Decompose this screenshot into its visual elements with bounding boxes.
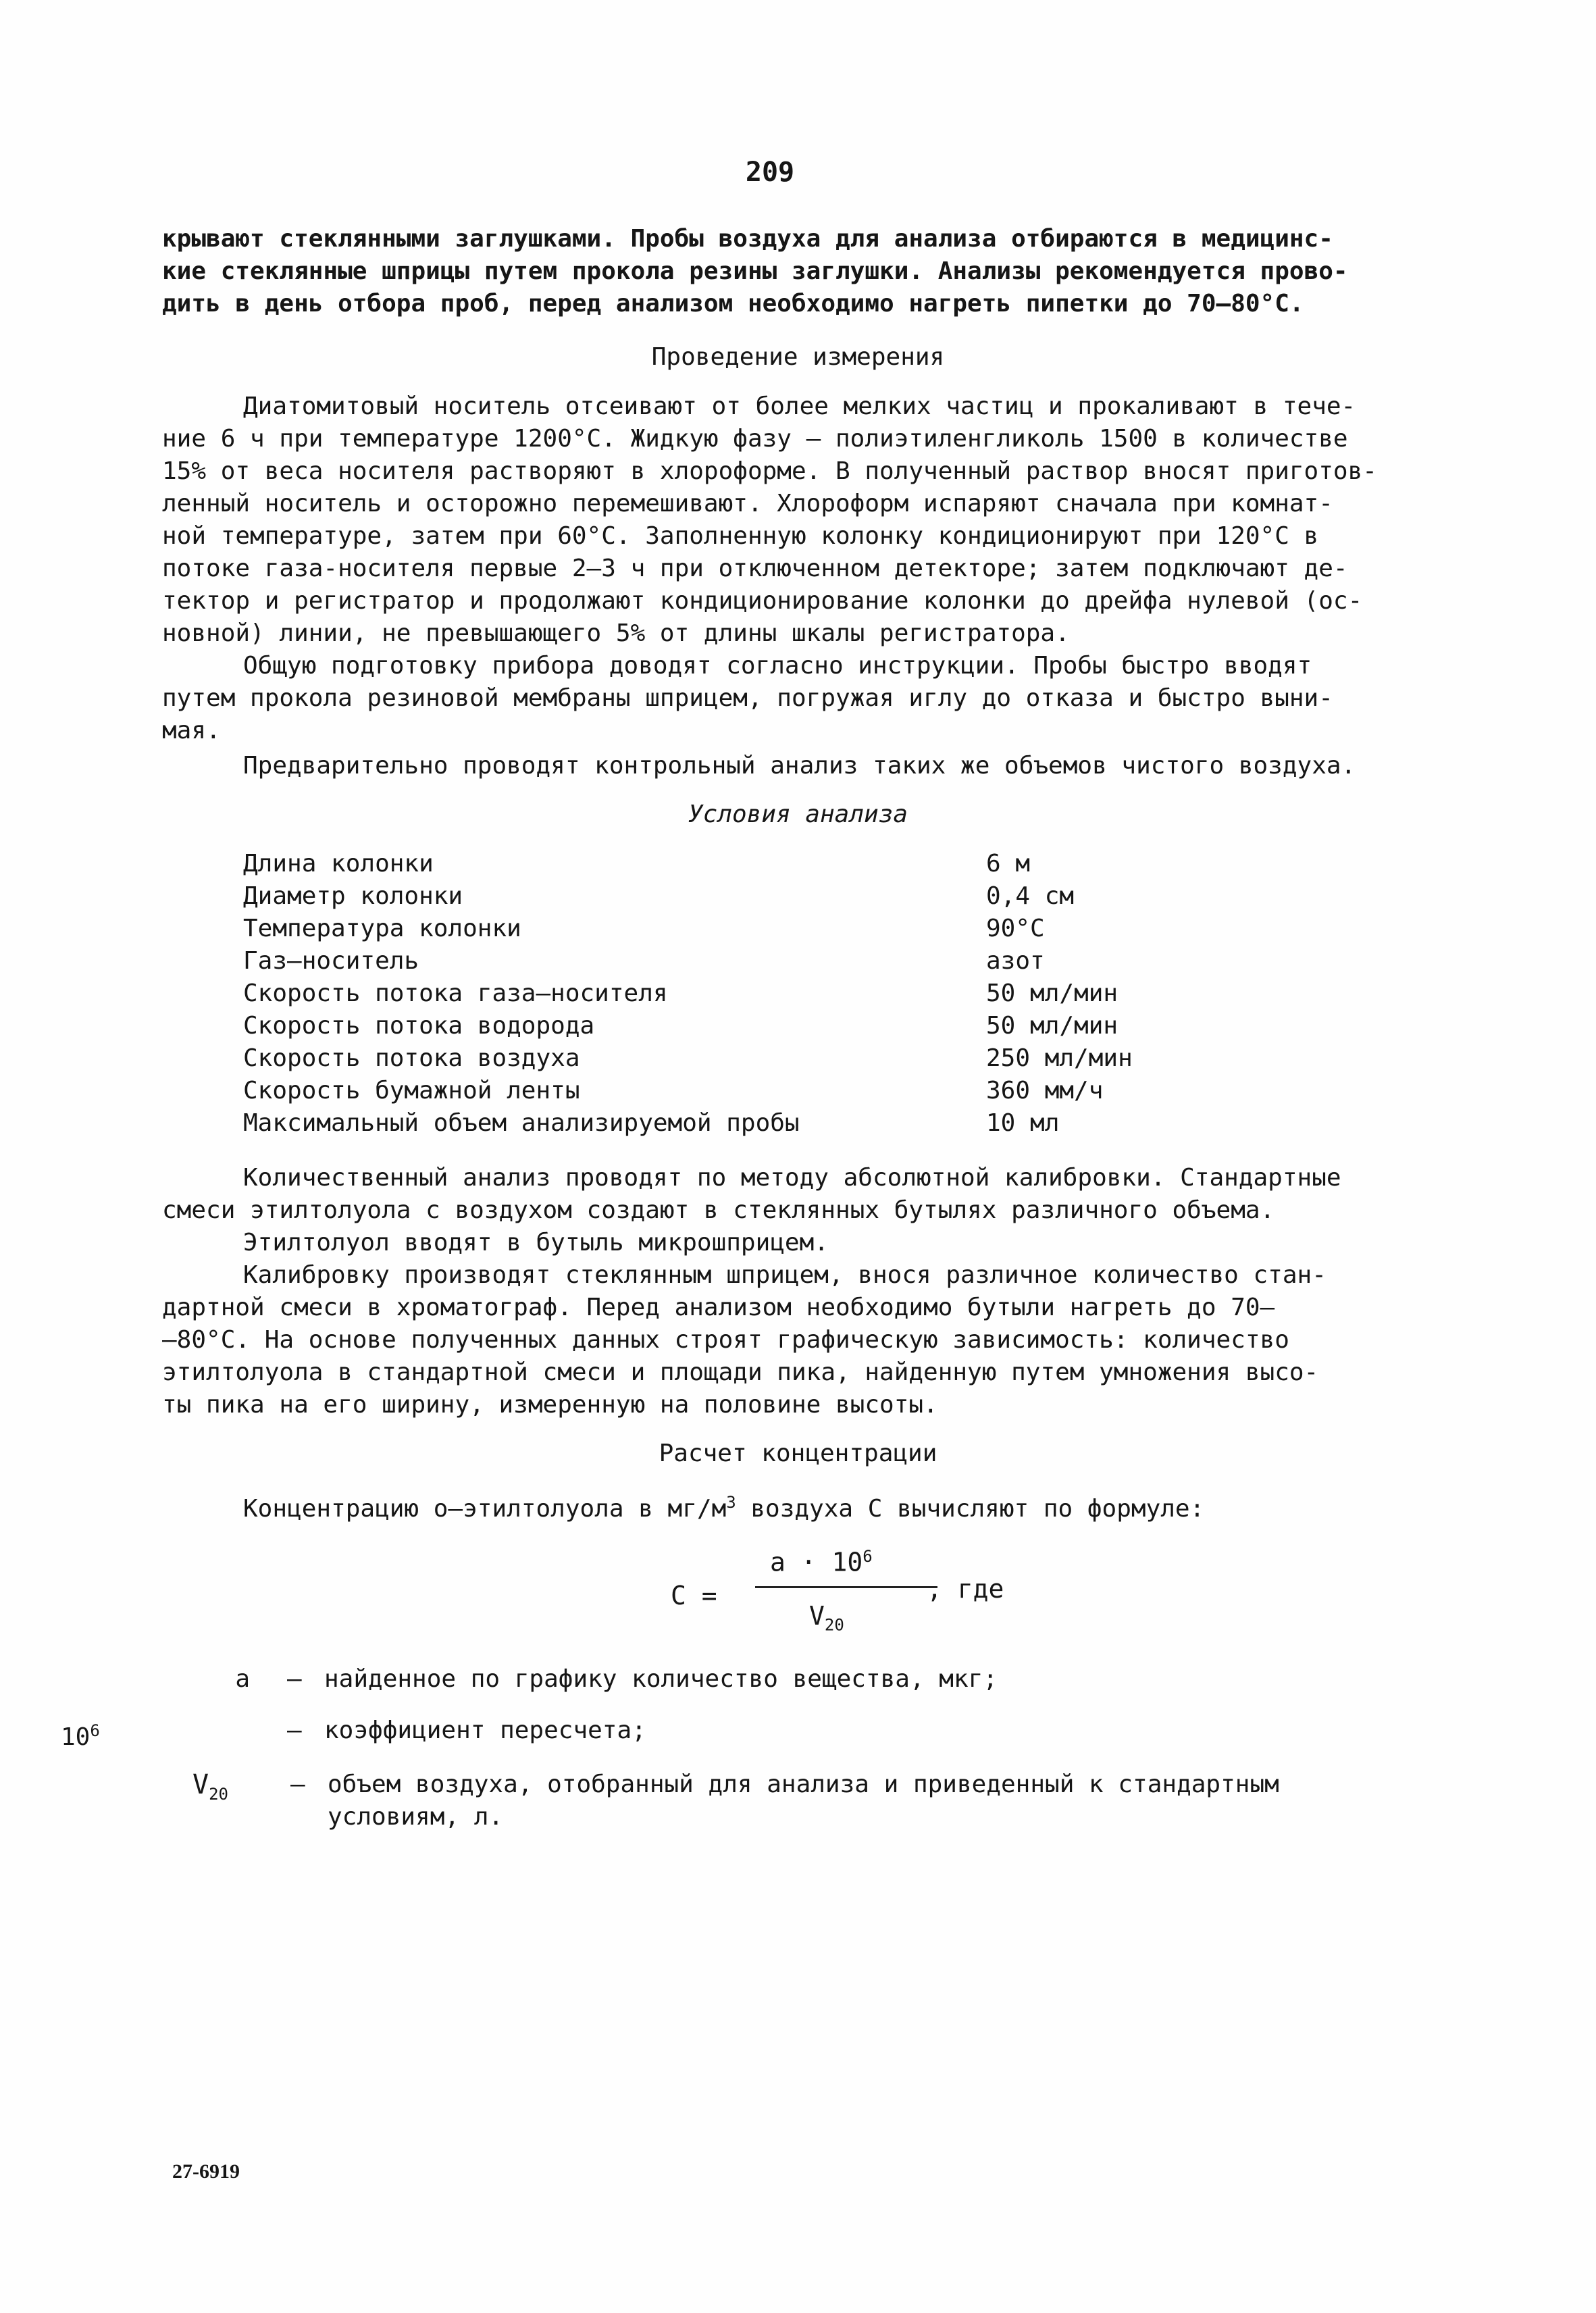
definition-symbol [192, 1769, 294, 1810]
calc-heading: Расчет концентрации [659, 1440, 937, 1467]
measurement-paragraph-3 [162, 750, 1439, 782]
text-line: –80°С. На основе полученных данных строят графическую зависимость: количество [162, 1326, 1289, 1354]
table-row [243, 848, 1222, 880]
formula-den-sub: 20 [824, 1615, 844, 1635]
text-line: дартной смеси в хроматограф. Перед анализом необходимо бутыли нагреть до 70– [162, 1294, 1275, 1321]
fraction-bar [755, 1586, 937, 1588]
text-line: потоке газа-носителя первые 2–3 ч при отключенном детекторе; затем подключают де- [162, 555, 1348, 582]
table-row [243, 945, 1222, 977]
definition-symbol-base: 10 [61, 1723, 91, 1751]
condition-param: Температура колонки [243, 915, 521, 942]
definition-dash: – [287, 1717, 302, 1744]
definition-text: условиям, л. [328, 1803, 504, 1831]
text-line: мая. [162, 717, 221, 744]
definition-symbol-sub: 20 [209, 1785, 228, 1804]
conditions-heading: Условия анализа [688, 800, 908, 828]
condition-param: Максимальный объем анализируемой пробы [243, 1109, 800, 1137]
condition-param: Скорость потока газа–носителя [243, 980, 668, 1007]
condition-param: Скорость бумажной ленты [243, 1077, 580, 1104]
table-row [243, 880, 1222, 913]
table-row [243, 1107, 1222, 1140]
text-line: этилтолуола в стандартной смеси и площади пика, найденную путем умножения высо- [162, 1358, 1319, 1386]
condition-value: 50 мл/мин [986, 1012, 1118, 1040]
measurement-paragraph-2 [162, 650, 1439, 747]
definition-10-6 [61, 1714, 1412, 1755]
condition-value: 10 мл [986, 1109, 1060, 1137]
intro-paragraph [162, 223, 1439, 320]
condition-param: Газ–носитель [243, 947, 419, 975]
formula-num-base: а · 10 [770, 1547, 863, 1577]
calc-intro-after: воздуха С вычисляют по формуле: [736, 1495, 1205, 1523]
text-line: новной) линии, не превышающего 5% от длины шкалы регистратора. [162, 619, 1070, 647]
text-line: путем прокола резиновой мембраны шприцем, погружая иглу до отказа и быстро выни- [162, 684, 1333, 712]
text-line: ленный носитель и осторожно перемешивают. Хлороформ испаряют сначала при комнат- [162, 490, 1333, 517]
text-line: Диатомитовый носитель отсеивают от более мелких частиц и прокаливают в тече- [243, 392, 1356, 420]
table-row [243, 913, 1222, 945]
table-row [243, 1010, 1222, 1042]
formula-where: , где [927, 1574, 1004, 1604]
condition-param: Скорость потока воздуха [243, 1044, 580, 1072]
text-line: Количественный анализ проводят по методу абсолютной калибровки. Стандартные [243, 1164, 1341, 1192]
text-line: кие стеклянные шприцы путем прокола резины заглушки. Анализы рекомендуется прово- [162, 257, 1348, 285]
condition-value: 50 мл/мин [986, 980, 1118, 1007]
table-row [243, 1042, 1222, 1075]
formula-numerator [770, 1547, 873, 1577]
text-line: ние 6 ч при температуре 1200°С. Жидкую фазу – полиэтиленгликоль 1500 в количестве [162, 425, 1348, 453]
definition-text: найденное по графику количество вещества, мкг; [324, 1665, 998, 1693]
condition-value: 250 мл/мин [986, 1044, 1133, 1072]
condition-param: Диаметр колонки [243, 882, 463, 910]
calc-intro-before: Концентрацию о–этилтолуола в мг/м [243, 1495, 727, 1523]
condition-param: Длина колонки [243, 850, 434, 878]
text-line: крывают стеклянными заглушками. Пробы воздуха для анализа отбираются в медицинс- [162, 225, 1333, 253]
condition-value: азот [986, 947, 1045, 975]
text-line: 15% от веса носителя растворяют в хлороформе. В полученный раствор вносят приготов- [162, 457, 1377, 485]
text-line: тектор и регистратор и продолжают кондиционирование колонки до дрейфа нулевой (ос- [162, 587, 1363, 615]
text-line: Предварительно проводят контрольный анализ таких же объемов чистого воздуха. [243, 752, 1356, 780]
table-row [243, 1075, 1222, 1107]
formula-lhs: С = [671, 1581, 717, 1610]
formula-denominator [809, 1601, 844, 1635]
section-heading-measurement: Проведение измерения [651, 343, 945, 371]
text-line: Этилтолуол вводят в бутыль микрошприцем. [243, 1229, 829, 1256]
definition-dash: – [287, 1665, 302, 1693]
condition-value: 90°С [986, 915, 1045, 942]
definition-v20 [192, 1769, 1476, 1843]
condition-value: 0,4 см [986, 882, 1075, 910]
text-line [162, 1486, 1439, 1527]
definition-symbol-sup: 6 [90, 1721, 100, 1740]
definition-symbol: а [235, 1665, 250, 1693]
page-number: 209 [745, 157, 795, 188]
calc-intro [162, 1486, 1439, 1527]
condition-value: 360 мм/ч [986, 1077, 1104, 1104]
text-line: смеси этилтолуола с воздухом создают в стеклянных бутылях различного объема. [162, 1196, 1275, 1224]
quantitative-paragraph [162, 1162, 1439, 1421]
footer-code: 27-6919 [172, 2160, 240, 2183]
measurement-paragraph-1 [162, 390, 1439, 650]
definition-dash: – [290, 1771, 305, 1798]
definition-text: коэффициент пересчета; [324, 1717, 646, 1744]
condition-param: Скорость потока водорода [243, 1012, 595, 1040]
text-line: дить в день отбора проб, перед анализом необходимо нагреть пипетки до 70–80°С. [162, 290, 1304, 317]
condition-value: 6 м [986, 850, 1031, 878]
text-line: Калибровку производят стеклянным шприцем, внося различное количество стан- [243, 1261, 1327, 1289]
definition-a [128, 1663, 1412, 1704]
text-line: ты пика на его ширину, измеренную на половине высоты. [162, 1391, 938, 1419]
definition-text: объем воздуха, отобранный для анализа и приведенный к стандартным [328, 1771, 1279, 1798]
definition-symbol [61, 1714, 250, 1754]
text-line: Общую подготовку прибора доводят согласно инструкции. Пробы быстро вводят [243, 652, 1312, 680]
conditions-table [243, 848, 1222, 1140]
definition-symbol-base: V [192, 1769, 209, 1800]
concentration-formula [0, 1547, 1596, 1655]
calc-intro-sup: 3 [726, 1493, 736, 1512]
table-row [243, 977, 1222, 1010]
text-line: ной температуре, затем при 60°С. Заполненную колонку кондиционируют при 120°С в [162, 522, 1319, 550]
formula-num-sup: 6 [863, 1547, 873, 1566]
formula-den-base: V [809, 1601, 825, 1631]
